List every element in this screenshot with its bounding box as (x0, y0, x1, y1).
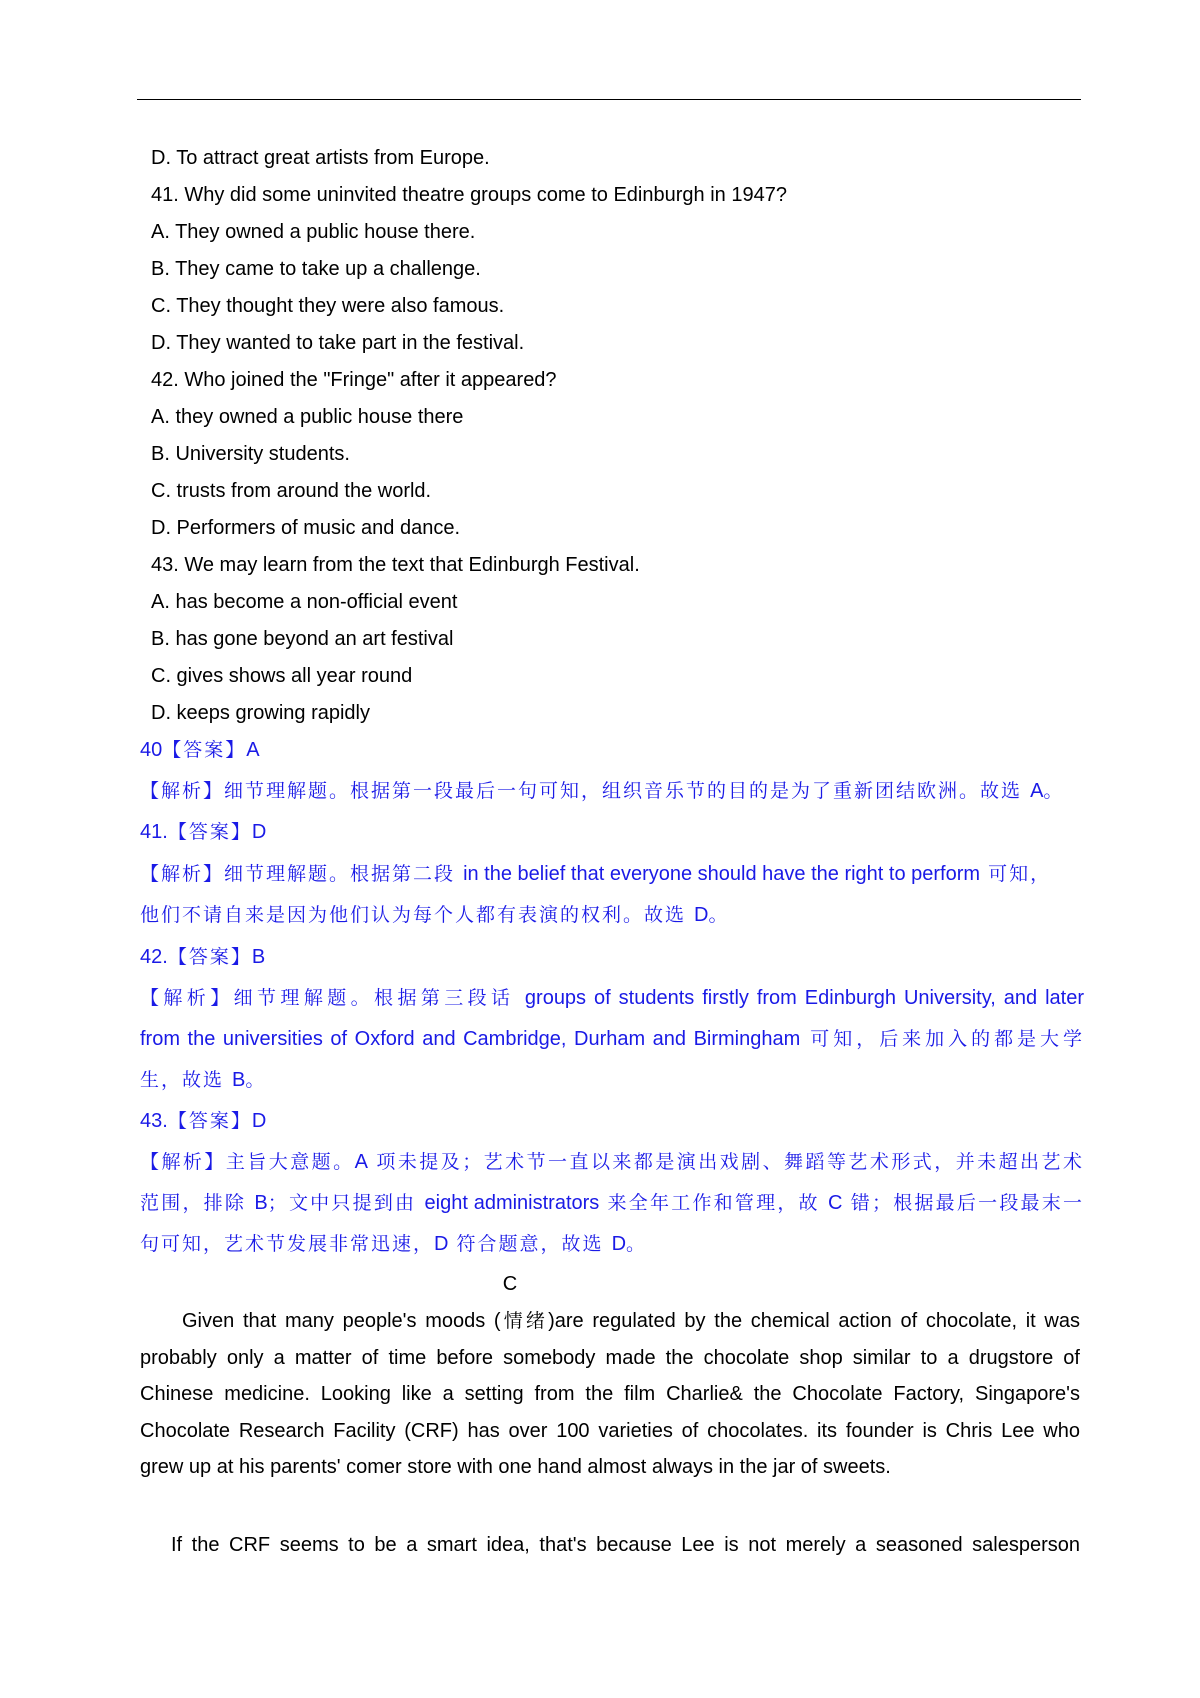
option-41-b: B. They came to take up a challenge. (151, 258, 481, 280)
explanation-41: 【解析】细节理解题。根据第二段 in the belief that everyone should have the right to perform 可知， 他们不请自来是因为他们认为每个人都有表演的权利。故选 D。 (140, 863, 1052, 926)
option-42-b: B. University students. (151, 443, 350, 465)
section-heading: C (502, 1273, 518, 1295)
passage-paragraph-2: If the CRF seems to be a smart idea, that's because Lee is not merely a seasoned salesperson (171, 1534, 1080, 1556)
option-43-d: D. keeps growing rapidly (151, 702, 370, 724)
question-43: 43. We may learn from the text that Edinburgh Festival. (151, 554, 640, 576)
explanation-43: 【解析】主旨大意题。A 项未提及；艺术节一直以来都是演出戏剧、舞蹈等艺术形式，并未超出艺术 范围，排除 B；文中只提到由 eight administrators 来全年工作和管理，故 C 错；根据最后一段最末一 句可知，艺术节发展非常迅速，D 符合题意，故选 D。 (140, 1151, 1084, 1255)
header-rule (137, 99, 1081, 100)
option-41-c: C. They thought they were also famous. (151, 295, 505, 317)
option-40-d: D. To attract great artists from Europe. (151, 147, 490, 169)
explanation-40: 【解析】细节理解题。根据第一段最后一句可知，组织音乐节的目的是为了重新团结欧洲。故选 A。 (140, 780, 1065, 802)
answer-42: 42.【答案】B (140, 946, 266, 968)
option-42-c: C. trusts from around the world. (151, 480, 432, 502)
option-43-a: A. has become a non-official event (151, 591, 458, 613)
option-42-d: D. Performers of music and dance. (151, 517, 461, 539)
option-43-b: B. has gone beyond an art festival (151, 628, 454, 650)
option-41-a: A. They owned a public house there. (151, 221, 476, 243)
option-43-c: C. gives shows all year round (151, 665, 413, 687)
answer-40: 40【答案】A (140, 739, 260, 761)
option-41-d: D. They wanted to take part in the festival. (151, 332, 525, 354)
passage-paragraph-1: Given that many people's moods (情绪)are regulated by the chemical action of chocolate, it was probably only a matter of time before somebody made the chocolate shop similar to a drugstore of Chinese medicine. Looking like a setting from the film Charlie& the Chocolate Factory, Singapore's Chocolate Research Facility (CRF) has over 100 varieties of chocolates. its founder is Chris Lee who grew up at his parents' comer store with one hand almost always in the jar of sweets. (140, 1310, 1080, 1479)
answer-41: 41.【答案】D (140, 821, 267, 843)
question-42: 42. Who joined the "Fringe" after it appeared? (151, 369, 557, 391)
option-42-a: A. they owned a public house there (151, 406, 464, 428)
answer-43: 43.【答案】D (140, 1110, 267, 1132)
question-41: 41. Why did some uninvited theatre groups come to Edinburgh in 1947? (151, 184, 787, 206)
explanation-42: 【解析】细节理解题。根据第三段话 groups of students firstly from Edinburgh University, and later from the universities of Oxford and Cambridge, Durham and Birmingham 可知，后来加入的都是大学 生，故选 B。 (140, 987, 1084, 1091)
